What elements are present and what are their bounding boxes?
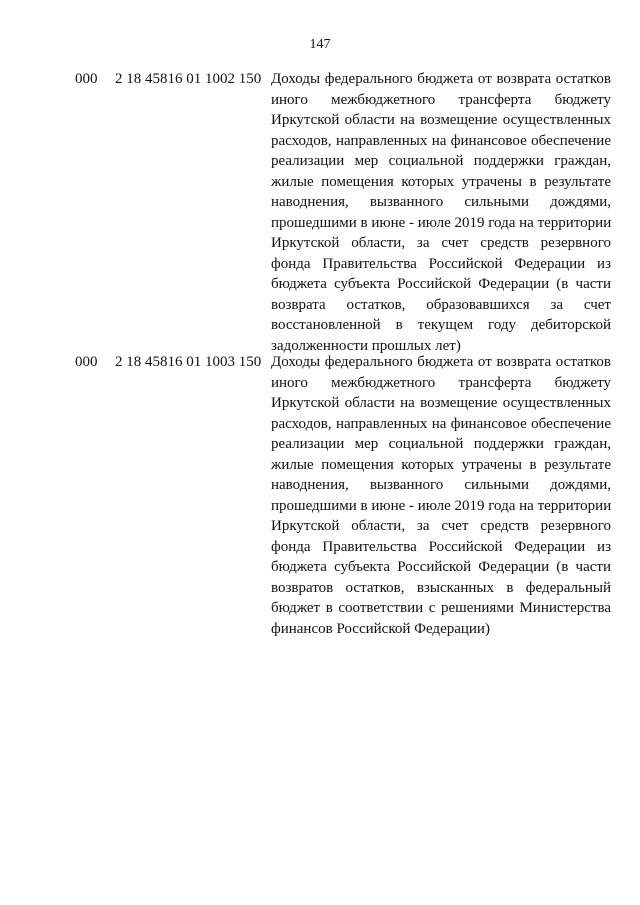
description-line: наводнения, вызванного сильными дождями, xyxy=(271,477,611,493)
description-line: реализации мер социальной поддержки граждан, xyxy=(271,436,611,452)
description-line: прошедшими в июне - июле 2019 года на территории xyxy=(271,214,612,231)
entry-description xyxy=(271,69,611,356)
description-line: жилые помещения которых утрачены в результате xyxy=(271,456,611,473)
description-line: прошедшими в июне - июле 2019 года на территории xyxy=(271,497,612,514)
admin-code: 000 xyxy=(75,71,98,87)
description-line: жилые помещения которых утрачены в результате xyxy=(271,173,611,190)
description-line: задолженности прошлых лет) xyxy=(271,337,461,354)
description-line: бюджет в соответствии с решениями Министерства xyxy=(271,600,611,616)
description-line: финансов Российской Федерации) xyxy=(271,620,490,637)
budget-classification-code: 2 18 45816 01 1003 150 xyxy=(115,354,262,370)
description-line: иного межбюджетного трансферта бюджету xyxy=(271,374,611,391)
description-line: Иркутской области, за счет средств резервного xyxy=(271,235,611,251)
budget-classification-code: 2 18 45816 01 1002 150 xyxy=(115,71,262,87)
description-line: Доходы федерального бюджета от возврата остатков xyxy=(271,71,611,87)
description-line: расходов, направленных на финансовое обеспечение xyxy=(271,415,611,432)
description-line: возврата остатков, образовавшихся за счет xyxy=(271,296,611,313)
description-line: бюджета субъекта Российской Федерации (в части xyxy=(271,276,611,292)
description-line: Иркутской области, за счет средств резервного xyxy=(271,518,611,534)
description-line: наводнения, вызванного сильными дождями, xyxy=(271,194,611,210)
description-line: Доходы федерального бюджета от возврата остатков xyxy=(271,354,611,370)
admin-code: 000 xyxy=(75,354,98,370)
page-number: 147 xyxy=(309,37,331,52)
description-line: бюджета субъекта Российской Федерации (в части xyxy=(271,559,611,575)
description-line: восстановленной в текущем году дебиторской xyxy=(271,317,611,333)
description-line: возвратов остатков, взысканных в федеральный xyxy=(271,579,611,596)
description-line: Иркутской области на возмещение осуществленных xyxy=(271,395,611,411)
description-line: фонда Правительства Российской Федерации из xyxy=(271,538,611,555)
description-line: реализации мер социальной поддержки граждан, xyxy=(271,153,611,169)
description-line: расходов, направленных на финансовое обеспечение xyxy=(271,132,611,149)
description-line: фонда Правительства Российской Федерации из xyxy=(271,255,611,272)
description-line: Иркутской области на возмещение осуществленных xyxy=(271,112,611,128)
entry-description xyxy=(271,352,611,639)
description-line: иного межбюджетного трансферта бюджету xyxy=(271,91,611,108)
